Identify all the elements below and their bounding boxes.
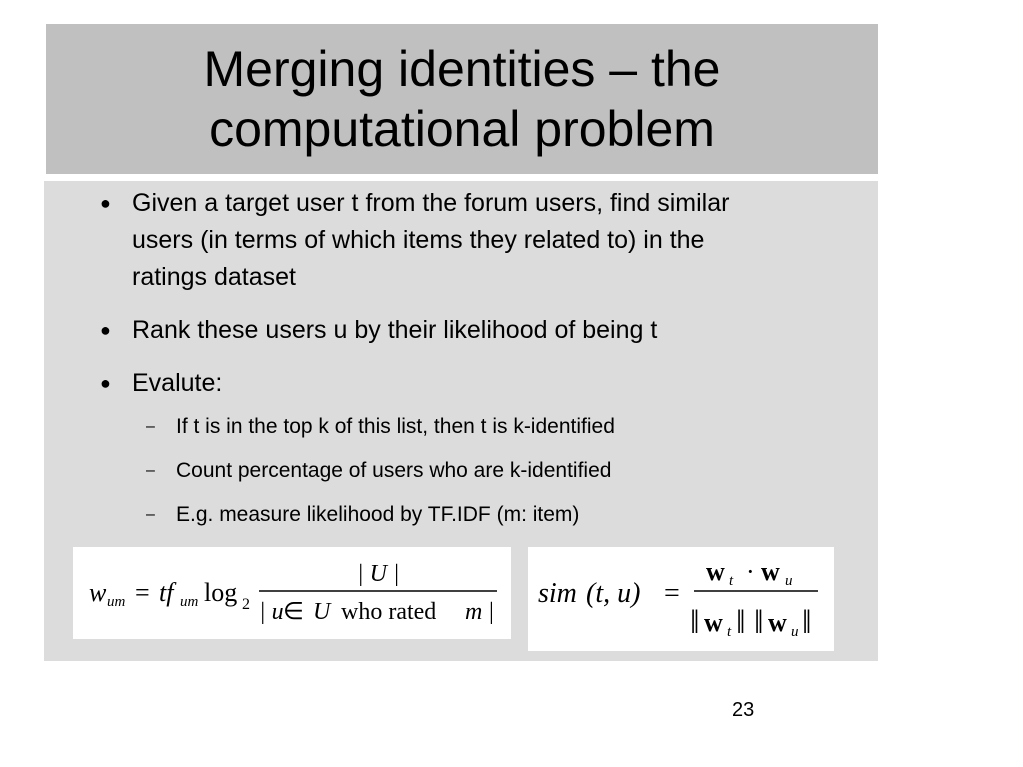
sub-bullet-text: Count percentage of users who are k-identified: [176, 459, 612, 482]
sub-bullet-item: [96, 500, 886, 530]
formula-log-base: 2: [242, 596, 250, 613]
formula-equals: =: [664, 578, 680, 609]
sub-bullet-text: E.g. measure likelihood by TF.IDF (m: item): [176, 503, 580, 526]
numerator-w: w: [761, 557, 780, 586]
slide-title: [46, 24, 878, 174]
sub-bullet-text: If t is in the top k of this list, then t is k-identified: [176, 415, 615, 438]
formula-den-text: who rated: [341, 599, 437, 625]
formula-sim: sim: [538, 578, 577, 609]
norm-bar-left: ‖: [690, 604, 700, 641]
bullet-text: Evalute:: [132, 369, 223, 397]
formula-sim-args: (t, u): [586, 578, 641, 609]
dash-icon: –: [146, 506, 155, 523]
formula-den-U: U: [313, 599, 331, 625]
sub-bullet-item: [96, 412, 886, 442]
bullet-dot-icon: ●: [100, 193, 111, 213]
bullet-dot-icon: ●: [100, 320, 111, 340]
title-line-2: computational problem: [209, 101, 715, 157]
formula-numerator: | U |: [357, 561, 400, 587]
norm-bar-right: ‖: [802, 604, 812, 641]
numerator-sub-t: t: [729, 573, 734, 589]
bullet-item: [96, 365, 886, 402]
similarity-formula: [528, 547, 834, 651]
bullet-list: [96, 185, 886, 544]
bullet-text-line: Given a target user t from the forum users, find similar: [132, 189, 730, 217]
formula-dot: ·: [746, 557, 755, 586]
dash-icon: –: [146, 418, 155, 435]
bullet-text-line: users (in terms of which items they related to) in the: [132, 226, 705, 254]
denominator-sub-t: t: [727, 624, 732, 640]
formula-element-of: ∈: [283, 599, 304, 625]
norm-bar-right: ‖: [736, 604, 746, 641]
numerator-sub-u: u: [785, 573, 793, 589]
formula-tf: tf: [159, 578, 174, 607]
formula-den-m: m: [465, 599, 483, 625]
sub-bullet-item: [96, 456, 886, 486]
denominator-sub-u: u: [791, 624, 799, 640]
formula-equals: =: [135, 578, 150, 607]
denominator-w: w: [704, 608, 723, 637]
numerator-w: w: [706, 557, 725, 586]
formula-den-close: |: [489, 599, 494, 625]
norm-bar-left: ‖: [754, 604, 764, 641]
bullet-item: [96, 312, 886, 349]
title-line-1: Merging identities – the: [203, 41, 721, 97]
dash-icon: –: [146, 462, 155, 479]
denominator-w: w: [768, 608, 787, 637]
formula-w-sub: um: [107, 594, 126, 610]
formula-log: log: [204, 578, 238, 607]
page-number: 23: [732, 699, 755, 721]
bullet-text: Rank these users u by their likelihood of being t: [132, 316, 658, 344]
formula-den-open: | u: [259, 599, 284, 625]
bullet-text-line: ratings dataset: [132, 263, 296, 291]
bullet-item: [96, 185, 886, 296]
formula-tf-sub: um: [180, 594, 199, 610]
bullet-dot-icon: ●: [100, 373, 111, 393]
formula-w: w: [89, 578, 107, 607]
tfidf-formula: [73, 547, 511, 639]
